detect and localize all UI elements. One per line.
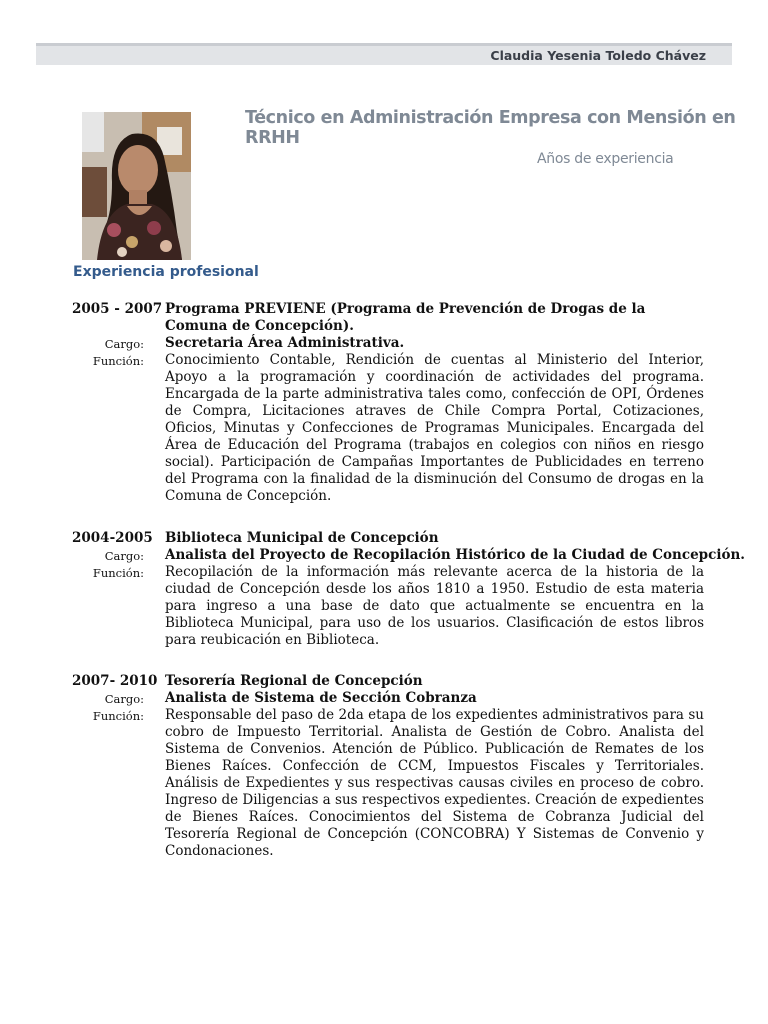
entry-cargo-row bbox=[72, 690, 704, 707]
funcion-label: Función: bbox=[92, 566, 144, 580]
entry-organization: Tesorería Regional de Concepción bbox=[165, 673, 423, 689]
entry-cargo: Analista de Sistema de Sección Cobranza bbox=[165, 690, 477, 706]
entry-cargo: Analista del Proyecto de Recopilación Histórico de la Ciudad de Concepción. bbox=[165, 547, 745, 563]
entry-period: 2005 - 2007 bbox=[72, 301, 163, 317]
experience-entry bbox=[72, 301, 704, 505]
entry-org-row bbox=[72, 301, 704, 335]
header-bar bbox=[36, 43, 732, 65]
entry-funcion-row bbox=[72, 564, 704, 649]
profile-photo bbox=[82, 112, 191, 260]
entry-funcion: Conocimiento Contable, Rendición de cuentas al Ministerio del Interior, Apoyo a la programación y coordinación de actividades del programa. Encargada de la parte administrativa tales como, confección de OPI, Órdenes de Compra, Licitaciones atraves de Chile Compra Portal, Cotizaciones, Oficios, Minutas y Confecciones de Programas Municipales. Encargada del Área de Educación del Programa (trabajos en colegios con niños en riesgo social). Participación de Campañas Importantes de Publicidades en terreno del Programa con la finalidad de la disminución del Consumo de drogas en la Comuna de Concepción. bbox=[165, 352, 704, 504]
candidate-name: Claudia Yesenia Toledo Chávez bbox=[490, 48, 706, 63]
entry-org-row bbox=[72, 673, 704, 690]
entry-cargo-row bbox=[72, 335, 704, 352]
entry-cargo: Secretaria Área Administrativa. bbox=[165, 335, 405, 351]
entry-funcion: Recopilación de la información más relevante acerca de la historia de la ciudad de Concepción desde los años 1810 a 1950. Estudio de esta materia para ingreso a una base de dato que actualmente se encuentra en la Biblioteca Municipal, para uso de los usuarios. Clasificación de estos libros para reubicación en Biblioteca. bbox=[165, 564, 704, 648]
entry-funcion-row bbox=[72, 352, 704, 505]
entry-organization: Biblioteca Municipal de Concepción bbox=[165, 530, 439, 546]
funcion-label: Función: bbox=[92, 709, 144, 723]
entry-organization-line: Programa PREVIENE (Programa de Prevención de Drogas de la bbox=[165, 301, 646, 317]
profession-headline: Técnico en Administración Empresa con Mensión en RRHH bbox=[245, 108, 736, 148]
cargo-label: Cargo: bbox=[104, 692, 144, 706]
entry-organization-line: Comuna de Concepción). bbox=[165, 318, 354, 334]
experience-entry bbox=[72, 530, 745, 649]
entry-funcion-row bbox=[72, 707, 704, 860]
entry-org-row bbox=[72, 530, 704, 547]
section-title-experience: Experiencia profesional bbox=[73, 264, 259, 280]
cargo-label: Cargo: bbox=[104, 549, 144, 563]
funcion-label: Función: bbox=[92, 354, 144, 368]
entry-cargo-row bbox=[72, 547, 745, 564]
entry-organization bbox=[165, 301, 704, 335]
experience-subheadline: Años de experiencia bbox=[537, 151, 674, 167]
entry-period: 2007- 2010 bbox=[72, 673, 158, 689]
experience-entry bbox=[72, 673, 704, 860]
entry-period: 2004-2005 bbox=[72, 530, 153, 546]
entry-funcion: Responsable del paso de 2da etapa de los expedientes administrativos para su cobro de Impuesto Territorial. Analista de Gestión de Cobro. Analista del Sistema de Convenios. Atención de Público. Publicación de Remates de los Bienes Raíces. Confección de CCM, Impuestos Fiscales y Territoriales. Análisis de Expedientes y sus respectivas causas civiles en proceso de cobro. Ingreso de Diligencias a sus respectivos expedientes. Creación de expedientes de Bienes Raíces. Conocimientos del Sistema de Cobranza Judicial del Tesorería Regional de Concepción (CONCOBRA) Y Sistemas de Convenio y Condonaciones. bbox=[165, 707, 704, 859]
portrait-image bbox=[82, 112, 191, 260]
cargo-label: Cargo: bbox=[104, 337, 144, 351]
